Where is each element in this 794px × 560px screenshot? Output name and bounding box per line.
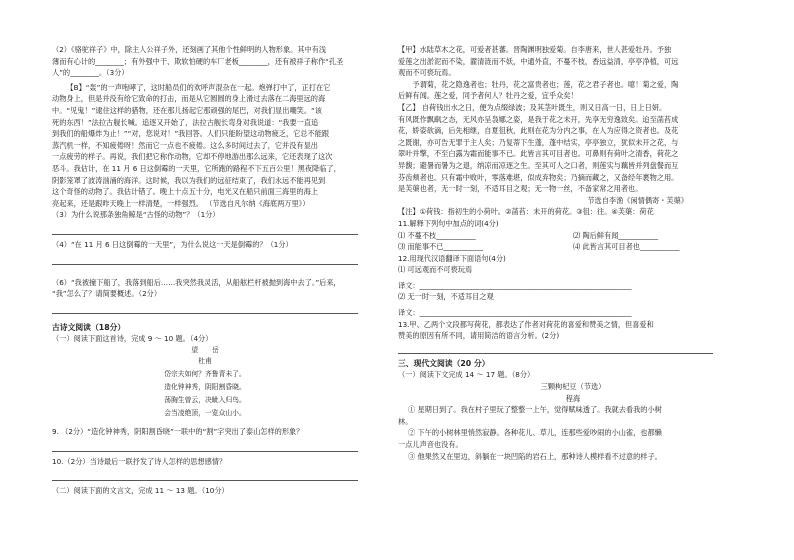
passage-line: 蒸汽机一样，不知疲倦呀！然而它一点也不疲倦。这么多时间过去了，它并没有显出 bbox=[52, 140, 318, 150]
modern-section-heading: 三、现代文阅读（20 分） bbox=[398, 358, 490, 368]
annotation-note: 【注】①荷钱：指初生的小荷叶。②菡萏：未开的荷花。③徂：往。④芙蕖：荷花 bbox=[398, 207, 654, 217]
passage-line: 这个奇怪的动物了。我估计错了。晚上十点五十分，电光又在船只前面三海里的海上 bbox=[52, 187, 318, 197]
q2-line: （2）《骆驼祥子》中，除主人公祥子外，还刻画了其他个性鲜明的人物形象。其中有浅 bbox=[52, 45, 327, 54]
answer-line[interactable] bbox=[398, 353, 713, 354]
poem-author: 杜甫 bbox=[198, 357, 212, 366]
question-6: “我”怎么了？请简要概述。（2分） bbox=[52, 289, 162, 299]
passage-line: 【B】“轰”的一声咆哮了，这时船员们的欢呼声混杂在一起。炮弹打中了，正打在它 bbox=[66, 82, 331, 92]
passage-source: 节选自李渔《闲情偶寄・芙蕖》 bbox=[587, 195, 688, 205]
passage-yi-line: 花，娇姿欲滴，后先相继，自夏徂秋，此则在花为分内之事，在人为应得之资者也。及花 bbox=[398, 126, 679, 136]
answer-line[interactable] bbox=[52, 234, 358, 235]
poem-title: 望岳 bbox=[191, 345, 233, 354]
passage-line: 阴影笼罩了波涛汹涌的海洋。这时候，我以为我们的远征结束了，我们永远不能再见到 bbox=[52, 175, 326, 185]
q2-line: 人”的________。（3分） bbox=[52, 68, 129, 78]
poem-line: 岱宗夫如何？齐鲁青未了。 bbox=[164, 370, 246, 379]
passage-yi-line: 异馥；避暑而暑为之退，纳凉而凉逐之生。至其可人之口者，则莲实与藕皆并列盘餐而互 bbox=[398, 160, 679, 170]
article-line: ② 下午的小树林里悄然寂静。各种花儿、草儿，连那些爱吵闹的小山雀，也都懒 bbox=[408, 428, 662, 438]
translation-line-2[interactable]: 译文：___________________________________________________________ bbox=[398, 308, 632, 318]
question-6: （6）“我被撞下船了，我落到船后……我突然我灵活，从船舷栏杆被抛到海中去了。”后来， bbox=[52, 277, 341, 287]
q2-line: 薄而有心计的________；有外强中干、欺软怕硬的车厂老板________，还有被祥子称作“孔圣 bbox=[52, 56, 344, 66]
left-column bbox=[52, 0, 358, 497]
passage-yi-line: 有风既作飘飖之态，无风亦呈袅娜之姿，是我于花之未开，先享无穷逸致矣。迨至菡萏成 bbox=[398, 114, 679, 124]
article-line: 一点儿声音也没有。 bbox=[398, 440, 463, 449]
passage-jia-line: 后鲜有闻。莲之爱，同予者何人？牡丹之爱，宜乎众矣！ bbox=[398, 91, 578, 101]
question-11: 11.解释下列句中加点的词(4分) bbox=[398, 218, 499, 228]
question-13: 赞美的原因有所不同，请用简洁的语言分析。(2分) bbox=[398, 331, 560, 341]
article-line: 林。 bbox=[398, 416, 413, 426]
poem-line: 造化钟神秀，阴阳割昏晓。 bbox=[164, 383, 246, 392]
modern-instructions: （一）阅读下文完成 14 ～ 17 题。（8分） bbox=[398, 370, 535, 380]
question-10: 10.（2分）当诗最后一联抒发了诗人怎样的思想感情？ bbox=[52, 456, 227, 466]
passage-jia-line: 爱莲之出淤泥而不染，濯清涟而不妖，中通外直，不蔓不枝，香远益清，亭亭净植，可远 bbox=[398, 56, 679, 66]
passage-jia-line: 予谓菊，花之隐逸者也；牡丹，花之富贵者也；莲，花之君子者也。噫！菊之爱，陶 bbox=[412, 79, 679, 89]
q11-item[interactable]: ⑶ 而能事不已___________ bbox=[398, 242, 483, 252]
passage-yi-line: 翠叶并擎，不至白露为霜而能事不已。此皆言其可目者也。可鼻则有荷叶之清香，荷花之 bbox=[398, 149, 679, 159]
answer-line[interactable] bbox=[52, 313, 358, 314]
question-13: 13.甲、乙两个文段都写荷花，都表达了作者对荷花的喜爱和赞美之情，但喜爱和 bbox=[398, 319, 654, 329]
passage-line: 一点疲劳的样子。再说，我们把它称作动物，它却不停地游出那么远来，它还表现了这次 bbox=[52, 152, 333, 162]
passage-yi-line: 【乙】 自荷钱出水之日，便为点缀绿波；及其茎叶既生，则又日高一日，日上日妍。 bbox=[398, 102, 667, 112]
passage-line: 到我们的船爆炸为止！”“对，您说对！”我回答。人们只能盼望这动物疲乏，它总不能跟 bbox=[52, 129, 330, 139]
question-11-items bbox=[398, 230, 748, 242]
question-4: （4）“在 11 月 6 日这倒霉的一天里”，为什么说这一天是倒霉的？（1分） bbox=[52, 239, 293, 249]
passage-line: 中。“见鬼！”逮住这样的猎物，还在那儿扬起它那顽强的尾巴，对我们显出嘲笑。“该 bbox=[52, 105, 322, 115]
question-11-items bbox=[398, 241, 748, 253]
q11-item[interactable]: ⑴ 不蔓不枝___________ bbox=[398, 230, 476, 240]
question-9: 9. （2分）“造化钟神秀，阴阳割昏晓”一联中的“割”字突出了泰山怎样的形象？ bbox=[52, 427, 304, 437]
classical-instructions: （二）阅读下面的文言文，完成 11 ～ 13 题。（10分） bbox=[52, 486, 229, 496]
poetry-section-heading: 古诗文阅读（18分） bbox=[52, 322, 126, 332]
translation-line-1[interactable]: 译文：___________________________________________________________ bbox=[398, 280, 632, 290]
q11-item[interactable]: ⑵ 陶后鲜有闻___________ bbox=[573, 230, 658, 240]
article-line: ③ 他果然又在里边，斜躺在一块凹陷的岩石上，那种诗人模样看不过意的样子。 bbox=[408, 451, 662, 461]
poem-line: 荡胸生曾云，决眦入归鸟。 bbox=[164, 396, 246, 405]
q12-sentence-1: ⑴ 可远观而不可亵玩焉 bbox=[398, 265, 473, 275]
article-line: ① 星期日到了。我在村子里玩了整整一上午，觉得赋味透了。我就去看我的小树 bbox=[408, 405, 662, 415]
question-3: （3）为什么说那条独角鲸是“古怪的动物”？（1分） bbox=[52, 210, 220, 220]
passage-yi-line: 之既谢，亦可告无罪于主人矣；乃复蒂下生蓬，蓬中结实，亭亭独立，犹似未开之花，与 bbox=[398, 137, 679, 147]
answer-line[interactable] bbox=[52, 480, 358, 481]
answer-line[interactable] bbox=[52, 451, 358, 452]
answer-line[interactable] bbox=[52, 264, 358, 265]
article-title: 三颗枸杞豆（节选） bbox=[540, 382, 606, 392]
passage-line: 恶斗。我估计，在 11 月 6 日这倒霉的一天里，它所跑的路程不下五百公里！黑夜降临了， bbox=[52, 163, 341, 173]
passage-line: 动物身上，但是并没有给它致命的打击，而是从它圆圆的身上滑过去落在二海里远的海 bbox=[52, 94, 326, 104]
passage-jia-line: 观而不可亵玩焉。 bbox=[398, 68, 456, 78]
passage-jia-line: 【甲】水陆草木之花，可爱者甚蕃。晋陶渊明独爱菊。自李唐来，世人甚爱牡丹。予独 bbox=[398, 45, 672, 54]
poem-instructions: （一）阅读下面这首诗，完成 9 ～ 10 题。（4分） bbox=[52, 334, 213, 344]
right-column bbox=[398, 0, 748, 462]
q11-item[interactable]: ⑷ 此皆言其可目者也___________ bbox=[573, 242, 680, 252]
passage-line: 死的东西！”法拉古舰长喊。追逐又开始了，法拉古舰长弯身对我说道：“我要一直追 bbox=[52, 117, 319, 127]
passage-yi-line: 是芙蕖也者，无一时一刻，不适耳目之观；无一物一丝，不备家常之用者也。 bbox=[398, 184, 643, 194]
question-12: 12.用现代汉语翻译下面语句(4分) bbox=[398, 253, 506, 263]
q12-sentence-2: ⑵ 无一时一刻，不适耳目之观 bbox=[398, 292, 494, 302]
poem-line: 会当凌绝顶，一览众山小。 bbox=[164, 409, 246, 418]
passage-line: 亮起来，还是跟昨天晚上一样清楚，一样强烈。 （节选自凡尔纳《海底两万里》） bbox=[52, 198, 310, 208]
article-author: 程海 bbox=[565, 393, 581, 403]
passage-yi-line: 芬齿颊者也。只有霜中败叶，零落难堪，似成弃物矣；乃摘而藏之，又备经年裹物之用。 bbox=[398, 172, 679, 182]
